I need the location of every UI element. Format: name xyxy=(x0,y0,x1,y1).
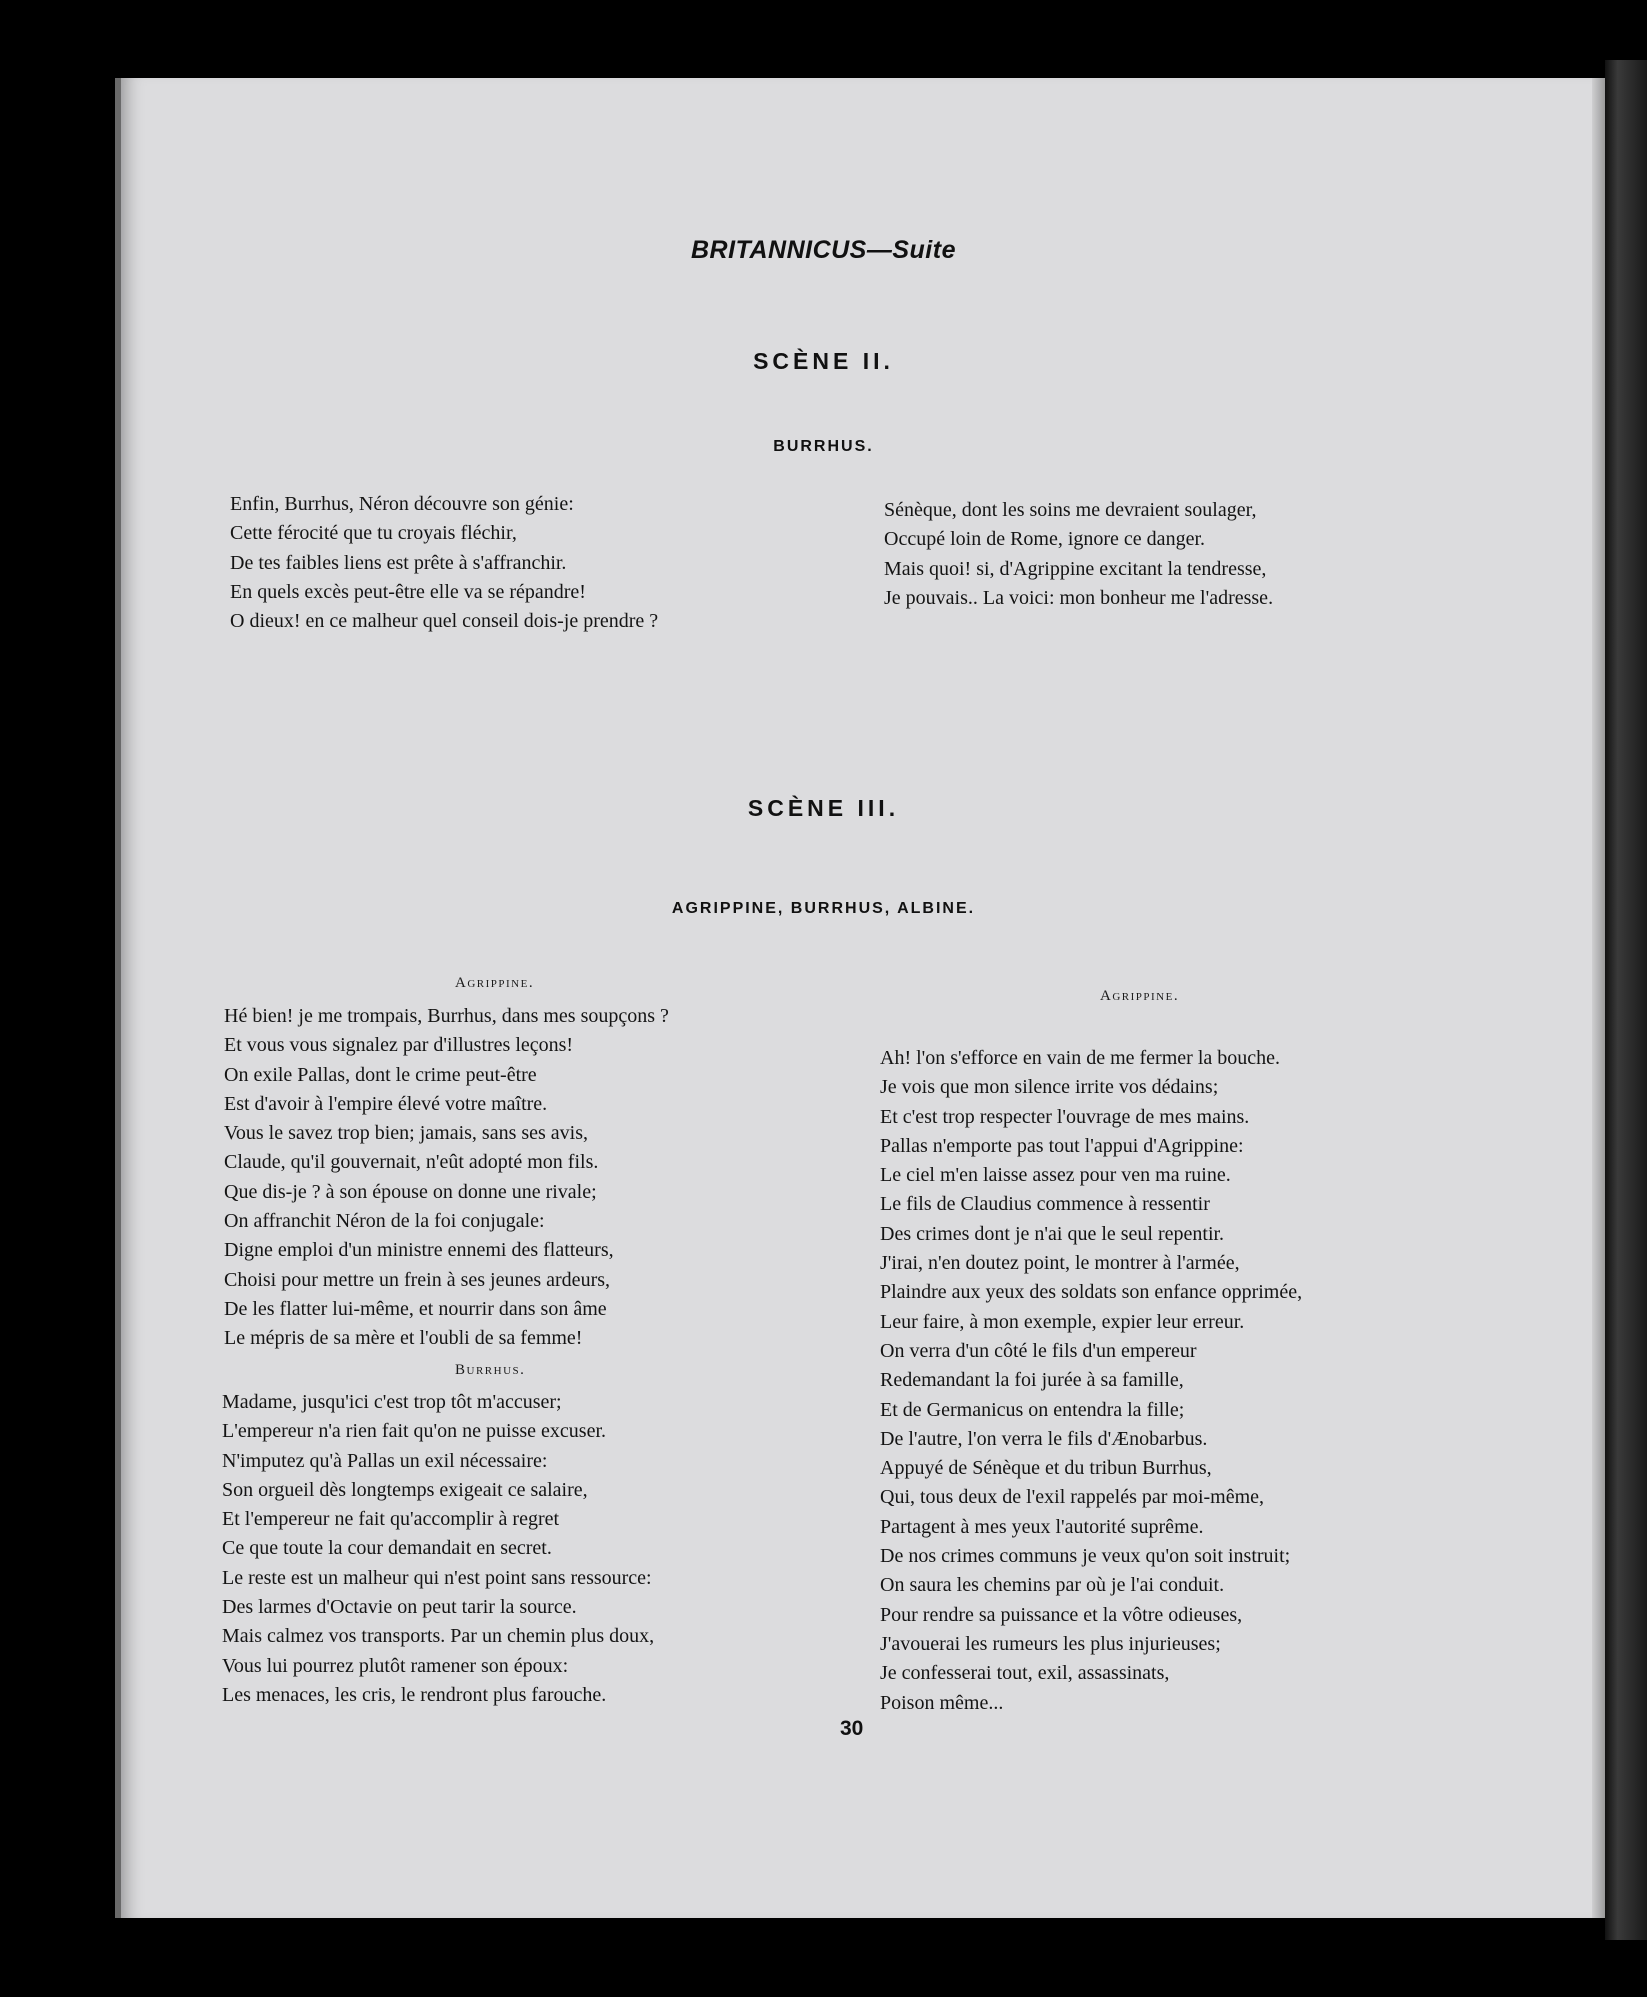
verse-line: Le reste est un malheur qui n'est point sans ressource: xyxy=(222,1566,652,1589)
verse-line: J'irai, n'en doutez point, le montrer à l'armée, xyxy=(880,1252,1240,1275)
verse-line: Et l'empereur ne fait qu'accomplir à regret xyxy=(222,1508,560,1531)
scene-2-left-verses xyxy=(230,490,658,636)
verse-line: En quels excès peut-être elle va se répandre! xyxy=(230,580,586,603)
verse-line: De tes faibles liens est prête à s'affranchir. xyxy=(230,551,567,574)
verse-line: Des larmes d'Octavie on peut tarir la source. xyxy=(222,1596,577,1619)
verse-line: Je confesserai tout, exil, assassinats, xyxy=(880,1662,1170,1685)
verse-line: Et c'est trop respecter l'ouvrage de mes mains. xyxy=(880,1105,1250,1128)
verse-line: De les flatter lui-même, et nourrir dans son âme xyxy=(224,1297,607,1320)
verse-line: Et de Germanicus on entendra la fille; xyxy=(880,1398,1185,1421)
verse-line: On affranchit Néron de la foi conjugale: xyxy=(224,1210,545,1233)
verse-line: De nos crimes communs je veux qu'on soit instruit; xyxy=(880,1545,1291,1568)
verse-line: Appuyé de Sénèque et du tribun Burrhus, xyxy=(880,1457,1212,1480)
verse-line: Partagent à mes yeux l'autorité suprême. xyxy=(880,1515,1204,1538)
running-title: BRITANNICUS—Suite xyxy=(691,236,956,264)
verse-line: Redemandant la foi jurée à sa famille, xyxy=(880,1369,1184,1392)
verse-line: Claude, qu'il gouvernait, n'eût adopté mon fils. xyxy=(224,1151,599,1174)
verse-line: Digne emploi d'un ministre ennemi des flatteurs, xyxy=(224,1239,614,1262)
verse-line: Ce que toute la cour demandait en secret. xyxy=(222,1537,552,1560)
verse-line: De l'autre, l'on verra le fils d'Ænobarbus. xyxy=(880,1427,1208,1450)
verse-line: Sénèque, dont les soins me devraient soulager, xyxy=(884,499,1257,521)
verse-line: Enfin, Burrhus, Néron découvre son génie: xyxy=(230,493,574,515)
verse-line: Que dis-je ? à son épouse on donne une rivale; xyxy=(224,1180,597,1203)
verse-line: Des crimes dont je n'ai que le seul repentir. xyxy=(880,1222,1225,1245)
verse-line: Cette férocité que tu croyais fléchir, xyxy=(230,522,517,545)
verse-line: Pour rendre sa puissance et la vôtre odieuses, xyxy=(880,1603,1243,1626)
verse-line: Vous le savez trop bien; jamais, sans ses avis, xyxy=(224,1122,589,1145)
scene-2-characters: BURRHUS. xyxy=(773,438,874,455)
verse-line: Vous lui pourrez plutôt ramener son époux: xyxy=(222,1654,569,1677)
scene-3-agrippine-reply xyxy=(880,1044,1302,1718)
verse-line: Le mépris de sa mère et l'oubli de sa femme! xyxy=(224,1327,583,1350)
verse-line: On saura les chemins par où je l'ai conduit. xyxy=(880,1574,1225,1597)
verse-line: Les menaces, les cris, le rendront plus farouche. xyxy=(222,1683,607,1706)
verse-line: Mais quoi! si, d'Agrippine excitant la tendresse, xyxy=(884,557,1267,580)
verse-line: Je vois que mon silence irrite vos dédains; xyxy=(880,1076,1219,1099)
scene-3-burrhus-speech xyxy=(222,1388,654,1710)
verse-line: Pallas n'emporte pas tout l'appui d'Agrippine: xyxy=(880,1134,1244,1157)
verse-line: Poison même... xyxy=(880,1691,1004,1714)
verse-line: N'imputez qu'à Pallas un exil nécessaire: xyxy=(222,1449,548,1472)
speaker-agrippine: Agrippine. xyxy=(455,975,535,991)
verse-line: Hé bien! je me trompais, Burrhus, dans mes soupçons ? xyxy=(224,1005,669,1027)
verse-line: Choisi pour mettre un frein à ses jeunes ardeurs, xyxy=(224,1268,611,1291)
verse-line: Est d'avoir à l'empire élevé votre maître. xyxy=(224,1092,548,1115)
verse-line: Le ciel m'en laisse assez pour ven ma ruine. xyxy=(880,1164,1231,1187)
scene-3-heading: SCÈNE III. xyxy=(747,795,900,821)
verse-line: Le fils de Claudius commence à ressentir xyxy=(880,1193,1210,1216)
scene-3-characters: AGRIPPINE, BURRHUS, ALBINE. xyxy=(671,900,976,917)
verse-line: Madame, jusqu'ici c'est trop tôt m'accuser; xyxy=(222,1391,562,1413)
book-spine-edge xyxy=(1605,60,1647,1940)
page-number: 30 xyxy=(840,1717,864,1740)
verse-line: On verra d'un côté le fils d'un empereur xyxy=(880,1339,1197,1362)
verse-line: Mais calmez vos transports. Par un chemin plus doux, xyxy=(222,1625,655,1648)
scene-3-agrippine-speech xyxy=(224,1002,669,1354)
speaker-agrippine-right: Agrippine. xyxy=(1100,988,1180,1004)
verse-line: Plaindre aux yeux des soldats son enfance opprimée, xyxy=(880,1281,1303,1304)
verse-line: Et vous vous signalez par d'illustres leçons! xyxy=(224,1034,574,1057)
verse-line: Qui, tous deux de l'exil rappelés par moi-même, xyxy=(880,1486,1265,1509)
verse-line: Occupé loin de Rome, ignore ce danger. xyxy=(884,528,1205,551)
verse-line: Leur faire, à mon exemple, expier leur erreur. xyxy=(880,1310,1245,1333)
verse-line: L'empereur n'a rien fait qu'on ne puisse excuser. xyxy=(222,1420,607,1443)
verse-line: Ah! l'on s'efforce en vain de me fermer la bouche. xyxy=(880,1047,1280,1069)
verse-line: J'avouerai les rumeurs les plus injurieuses; xyxy=(880,1632,1221,1655)
verse-line: O dieux! en ce malheur quel conseil dois-je prendre ? xyxy=(230,610,659,633)
scene-2-right-verses xyxy=(884,496,1273,613)
scene-2-heading: SCÈNE II. xyxy=(753,348,894,374)
verse-line: Son orgueil dès longtemps exigeait ce salaire, xyxy=(222,1478,588,1501)
verse-line: On exile Pallas, dont le crime peut-être xyxy=(224,1063,537,1086)
speaker-burrhus: Burrhus. xyxy=(455,1362,526,1378)
verse-line: Je pouvais.. La voici: mon bonheur me l'adresse. xyxy=(884,586,1274,609)
